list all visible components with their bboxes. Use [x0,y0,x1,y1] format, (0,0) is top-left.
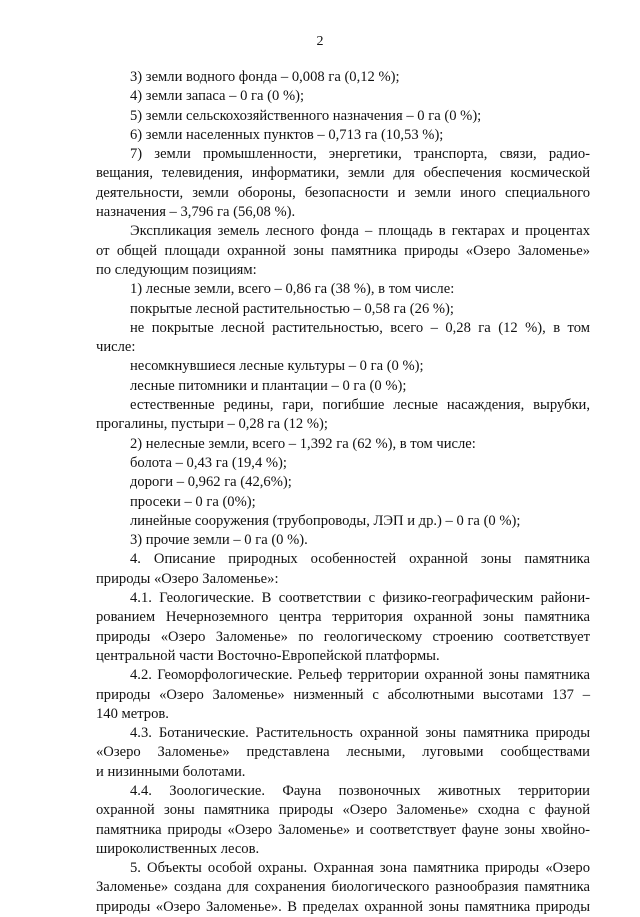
text-line: 3) прочие земли – 0 га (0 %). [130,532,308,549]
text-line: 5. Объекты особой охраны. Охранная зона памятника природы «Озеро [130,860,590,877]
text-line: 2) нелесные земли, всего – 1,392 га (62 %), в том числе: [130,435,476,452]
text-line: 4.4. Зоологические. Фауна позвоночных животных территории [130,782,590,799]
text-line: охранной зоны памятника природы «Озеро Заломенье» сходна с фауной [96,802,590,819]
text-line: несомкнувшиеся лесные культуры – 0 га (0 %); [130,358,424,375]
text-line: дороги – 0,962 га (42,6%); [130,474,292,491]
page-number: 2 [316,34,324,49]
text-line: болота – 0,43 га (19,4 %); [130,454,287,471]
text-line: природы «Озеро Заломенье» по геологическому строению соответствует [96,628,590,645]
text-line: центральной части Восточно-Европейской платформы. [96,647,440,664]
text-line: числе: [96,339,136,356]
text-line: покрытые лесной растительностью – 0,58 га (26 %); [130,300,454,317]
text-line: деятельности, земли обороны, безопасности и земли иного специального [96,184,590,201]
text-line: вещания, телевидения, информатики, земли для обеспечения космической [96,165,590,182]
text-line: прогалины, пустыри – 0,28 га (12 %); [96,416,328,433]
text-line: от общей площади охранной зоны памятника природы «Озеро Заломенье» [96,242,590,259]
text-line: 4) земли запаса – 0 га (0 %); [130,88,305,105]
text-line: рованием Нечерноземного центра территория охранной зоны памятника [96,609,590,626]
text-line: просеки – 0 га (0%); [130,493,256,510]
text-line: 6) земли населенных пунктов – 0,713 га (10,53 %); [130,126,444,143]
document-body [96,68,590,917]
text-line: 7) земли промышленности, энергетики, транспорта, связи, радио- [130,146,590,163]
text-line: 4. Описание природных особенностей охранной зоны памятника [130,551,590,568]
text-line: 4.3. Ботанические. Растительность охранной зоны памятника природы [130,725,590,742]
text-line: лесные питомники и плантации – 0 га (0 %); [130,377,407,394]
text-line: линейные сооружения (трубопроводы, ЛЭП и др.) – 0 га (0 %); [130,512,521,529]
text-line: Заломенье» создана для сохранения биологического разнообразия памятника [96,879,590,896]
text-line: не покрытые лесной растительностью, всего – 0,28 га (12 %), в том [130,319,590,336]
text-line: естественные редины, гари, погибшие лесные насаждения, вырубки, [130,397,590,414]
text-line: 140 метров. [96,705,169,722]
text-line: памятника природы «Озеро Заломенье» и соответствует фауне зоны хвойно- [96,821,590,838]
text-line: 1) лесные земли, всего – 0,86 га (38 %), в том числе: [130,281,455,298]
text-line: 4.2. Геоморфологические. Рельеф территории охранной зоны памятника [130,667,590,684]
text-line: и низинными болотами. [96,763,246,780]
text-line: 3) земли водного фонда – 0,008 га (0,12 %); [130,69,400,85]
text-line: природы «Озеро Заломенье». В пределах охранной зоны памятника природы [96,898,590,915]
text-line: «Озеро Заломенье» представлена лесными, луговыми сообществами [96,744,590,761]
text-line: 5) земли сельскохозяйственного назначения – 0 га (0 %); [130,107,482,124]
text-line: назначения – 3,796 га (56,08 %). [96,204,296,221]
text-line: широколиственных лесов. [96,840,260,857]
text-line: 4.1. Геологические. В соответствии с физико-географическим райони- [130,590,590,607]
text-line: природы «Озеро Заломенье» низменный с абсолютными высотами 137 – [96,686,590,703]
text-line: природы «Озеро Заломенье»: [96,570,279,587]
text-line: по следующим позициям: [96,261,257,278]
text-line: Экспликация земель лесного фонда – площадь в гектарах и процентах [130,223,590,240]
